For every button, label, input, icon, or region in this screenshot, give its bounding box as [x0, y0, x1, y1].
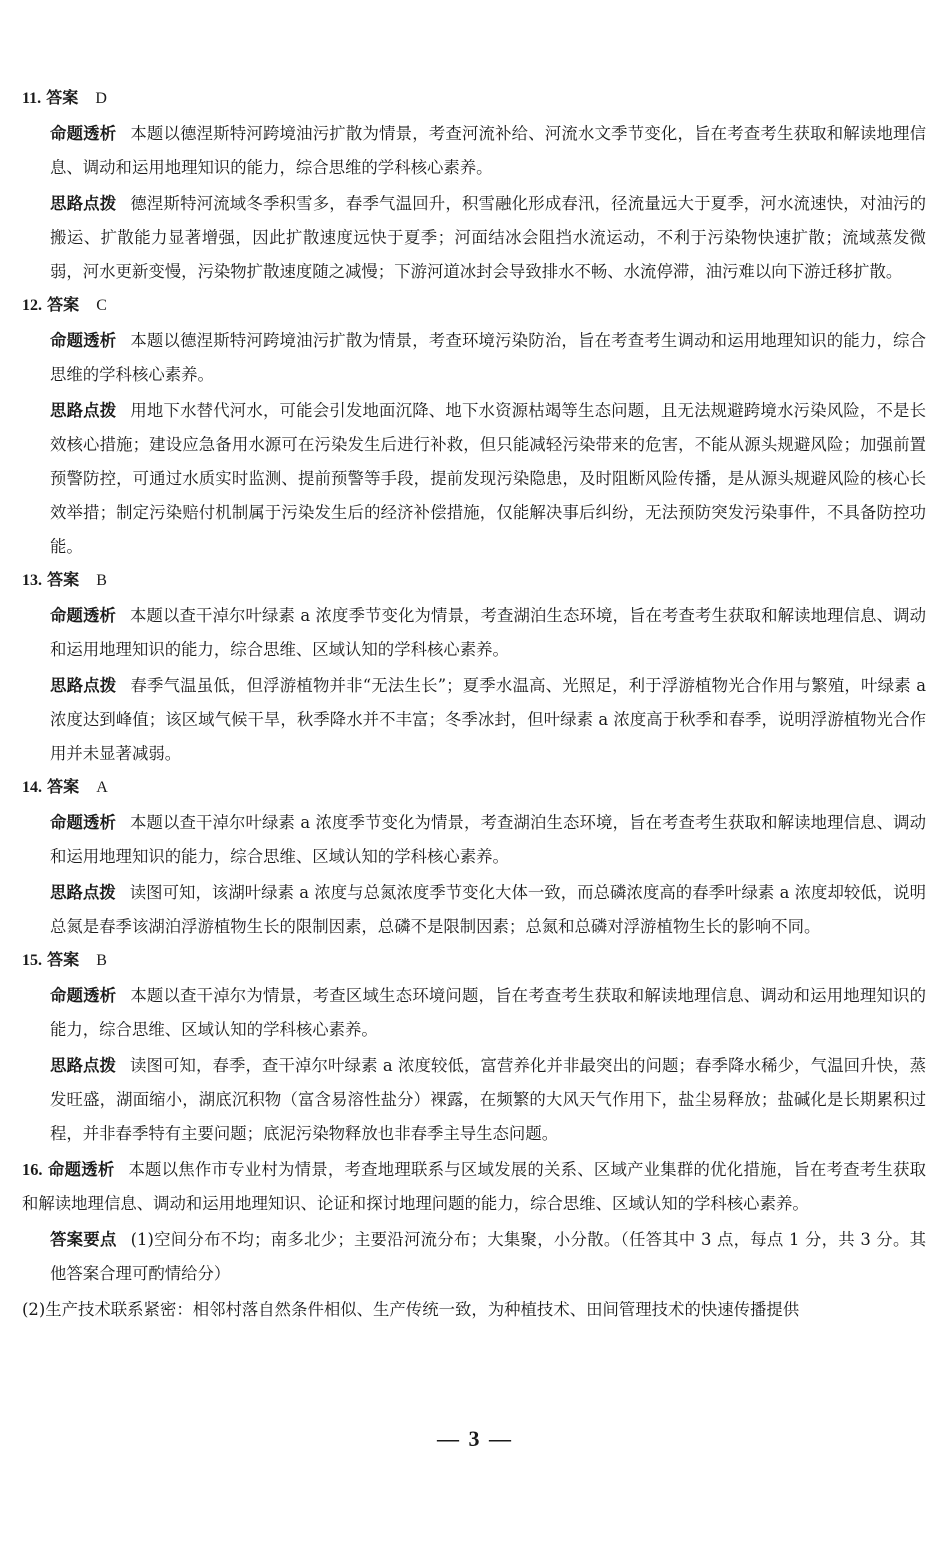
- hint-paragraph: [22, 876, 926, 944]
- answer-label: 答案: [47, 570, 80, 589]
- intent-paragraph: [22, 1153, 926, 1221]
- intent-text: 本题以德涅斯特河跨境油污扩散为情景，考查河流补给、河流水文季节变化，旨在考查考生获取和解读地理信息、调动和运用地理知识的能力，综合思维的学科核心素养。: [50, 124, 927, 177]
- intent-text: 本题以查干淖尔叶绿素 a 浓度季节变化为情景，考查湖泊生态环境，旨在考查考生获取和解读地理信息、调动和运用地理知识的能力，综合思维、区域认知的学科核心素养。: [50, 606, 926, 659]
- intent-paragraph: [22, 117, 926, 185]
- answer-value: A: [96, 779, 108, 796]
- question-14: [22, 773, 926, 944]
- hint-text: 读图可知，春季，查干淖尔叶绿素 a 浓度较低，富营养化并非最突出的问题；春季降水稀少，气温回升快，蒸发旺盛，湖面缩小，湖底沉积物（富含易溶性盐分）裸露，在频繁的大风天气作用下，盐尘易释放；盐碱化是长期累积过程，并非春季特有主要问题；底泥污染物释放也非春季主导生态问题。: [50, 1056, 926, 1143]
- answer-line: [22, 84, 926, 113]
- hint-paragraph: [22, 394, 926, 564]
- hint-paragraph: [22, 669, 926, 771]
- answer-point-2-paragraph: [22, 1293, 926, 1327]
- intent-text: 本题以查干淖尔叶绿素 a 浓度季节变化为情景，考查湖泊生态环境，旨在考查考生获取和解读地理信息、调动和运用地理知识的能力，综合思维、区域认知的学科核心素养。: [50, 813, 926, 866]
- answer-line: [22, 566, 926, 595]
- intent-label: 命题透析: [50, 331, 117, 350]
- answer-label: 答案: [46, 88, 79, 107]
- intent-paragraph: [22, 806, 926, 874]
- intent-label: 命题透析: [50, 124, 117, 143]
- answer-label: 答案: [47, 777, 80, 796]
- answer-value: D: [95, 90, 107, 107]
- hint-label: 思路点拨: [50, 1056, 117, 1075]
- intent-paragraph: [22, 599, 926, 667]
- intent-text: 本题以查干淖尔为情景，考查区域生态环境问题，旨在考查考生获取和解读地理信息、调动和运用地理知识的能力，综合思维、区域认知的学科核心素养。: [50, 986, 927, 1039]
- intent-text: 本题以德涅斯特河跨境油污扩散为情景，考查环境污染防治，旨在考查考生调动和运用地理知识的能力，综合思维的学科核心素养。: [50, 331, 927, 384]
- hint-text: 春季气温虽低，但浮游植物并非“无法生长”；夏季水温高、光照足，利于浮游植物光合作用与繁殖，叶绿素 a 浓度达到峰值；该区域气候干旱，秋季降水并不丰富；冬季冰封，但叶绿素 a 浓度高于秋季和春季，说明浮游植物光合作用并未显著减弱。: [50, 676, 926, 763]
- question-number: 11.: [22, 90, 42, 107]
- question-15: [22, 946, 926, 1151]
- hint-label: 思路点拨: [50, 883, 116, 902]
- intent-paragraph: [22, 324, 926, 392]
- hint-paragraph: [22, 1049, 926, 1151]
- intent-label: 命题透析: [47, 1160, 115, 1179]
- question-number: 12.: [22, 297, 42, 314]
- answer-value: B: [96, 952, 107, 969]
- hint-label: 思路点拨: [50, 401, 117, 420]
- hint-label: 思路点拨: [50, 676, 117, 695]
- question-number: 16.: [22, 1160, 43, 1179]
- hint-text: 德涅斯特河流域冬季积雪多，春季气温回升，积雪融化形成春汛，径流量远大于夏季，河水流速快，对油污的搬运、扩散能力显著增强，因此扩散速度远快于夏季；河面结冰会阻挡水流运动，不利于污染物快速扩散；流域蒸发微弱，河水更新变慢，污染物扩散速度随之减慢；下游河道冰封会导致排水不畅、水流停滞，油污难以向下游迁移扩散。: [50, 194, 927, 281]
- intent-text: 本题以焦作市专业村为情景，考查地理联系与区域发展的关系、区域产业集群的优化措施，旨在考查考生获取和解读地理信息、调动和运用地理知识、论证和探讨地理问题的能力，综合思维、区域认知的学科核心素养。: [22, 1160, 927, 1213]
- answer-label: 答案: [47, 950, 80, 969]
- page-number: — 3 —: [437, 1426, 513, 1451]
- answer-points-paragraph: [22, 1223, 926, 1291]
- intent-label: 命题透析: [50, 606, 117, 625]
- question-13: [22, 566, 926, 771]
- hint-label: 思路点拨: [50, 194, 117, 213]
- question-number: 13.: [22, 572, 42, 589]
- answer-points-label: 答案要点: [50, 1230, 117, 1249]
- intent-label: 命题透析: [50, 813, 117, 832]
- answer-value: C: [96, 297, 107, 314]
- answer-value: B: [96, 572, 107, 589]
- question-number: 15.: [22, 952, 42, 969]
- hint-paragraph: [22, 187, 926, 289]
- answer-line: [22, 291, 926, 320]
- intent-paragraph: [22, 979, 926, 1047]
- answer-line: [22, 946, 926, 975]
- hint-text: 用地下水替代河水，可能会引发地面沉降、地下水资源枯竭等生态问题，且无法规避跨境水污染风险，不是长效核心措施；建设应急备用水源可在污染发生后进行补救，但只能减轻污染带来的危害，不能从源头规避风险；加强前置预警防控，可通过水质实时监测、提前预警等手段，提前发现污染隐患，及时阻断风险传播，是从源头规避风险的核心长效举措；制定污染赔付机制属于污染发生后的经济补偿措施，仅能解决事后纠纷，无法预防突发污染事件，不具备防控功能。: [50, 401, 927, 556]
- answer-label: 答案: [47, 295, 80, 314]
- question-number: 14.: [22, 779, 42, 796]
- answer-point-2: (2)生产技术联系紧密：相邻村落自然条件相似、生产传统一致，为种植技术、田间管理技术的快速传播提供: [22, 1300, 800, 1319]
- answer-point-1: (1)空间分布不均；南多北少；主要沿河流分布；大集聚，小分散。（任答其中 3 点，每点 1 分，共 3 分。其他答案合理可酌情给分）: [50, 1230, 926, 1283]
- answer-line: [22, 773, 926, 802]
- question-16: [22, 1153, 926, 1327]
- intent-label: 命题透析: [50, 986, 117, 1005]
- hint-text: 读图可知，该湖叶绿素 a 浓度与总氮浓度季节变化大体一致，而总磷浓度高的春季叶绿素 a 浓度却较低，说明总氮是春季该湖泊浮游植物生长的限制因素，总磷不是限制因素；总氮和总磷对浮游植物生长的影响不同。: [50, 883, 927, 936]
- question-12: [22, 291, 926, 564]
- question-11: [22, 84, 926, 289]
